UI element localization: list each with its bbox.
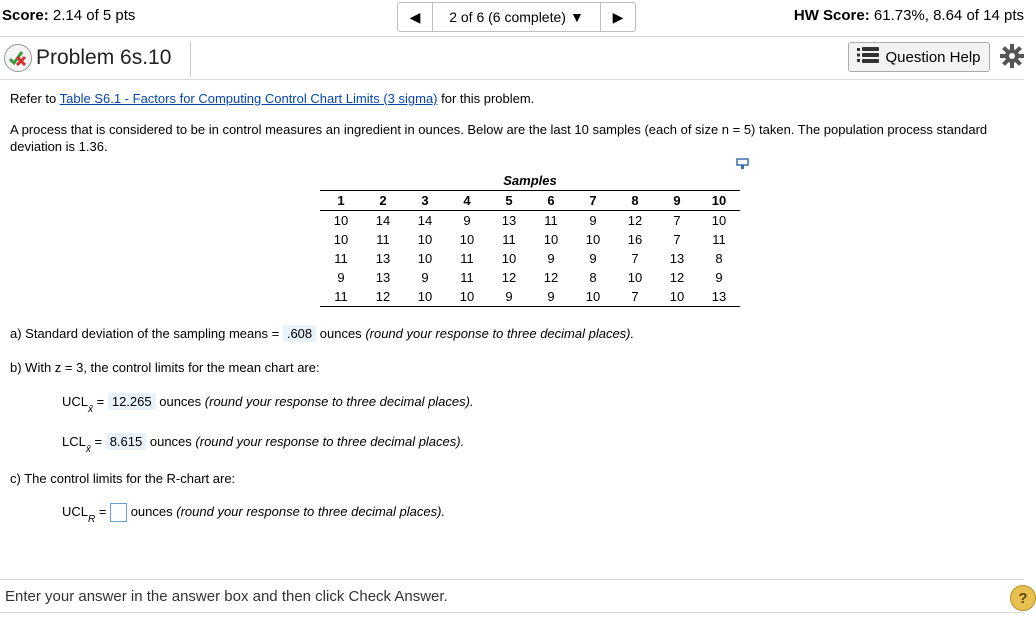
table-cell: 9 [589, 251, 597, 266]
table-cell: 10 [585, 232, 601, 247]
ucl-r-row: $UCL_R$ = ounces (round your response to three decimal places). [62, 503, 446, 525]
samples-table-title: Samples [503, 173, 557, 188]
table-cell: 11 [544, 213, 558, 228]
previous-question-button[interactable] [398, 3, 432, 31]
table-cell: 9 [337, 270, 345, 285]
lcl-xbar-row: $LCL_{x̄} = 8.615$ ounces (round your response to three decimal places). [62, 434, 465, 455]
ucl-r-unit: ounces [130, 503, 173, 519]
table-cell: 12 [669, 270, 685, 285]
table-cell: 12 [362, 287, 404, 307]
samples-table [320, 190, 740, 307]
table-cell: 10 [417, 251, 433, 266]
column-header: 3 [404, 191, 446, 211]
table-cell: 11 [460, 270, 474, 285]
table-row [320, 249, 740, 268]
table-cell: 11 [460, 251, 474, 266]
dropdown-triangle-icon: ▼ [569, 9, 584, 25]
column-header: 10 [698, 191, 740, 211]
table-cell: 8 [715, 251, 723, 266]
table-cell: 7 [673, 213, 681, 228]
left-triangle-icon: ◀ [409, 8, 421, 25]
footer-bar [0, 579, 1028, 613]
ucl-xbar-note: (round your response to three decimal places). [204, 394, 474, 409]
lcl-xbar-value[interactable]: 8.615 [106, 433, 147, 450]
list-icon [857, 47, 879, 67]
ucl-xbar-label: $UCL_{x̄}$ [62, 394, 94, 415]
footer-instruction: Enter your answer in the answer box and then click Check Answer. [5, 588, 448, 605]
problem-bar [0, 37, 1024, 80]
column-header: 5 [488, 191, 530, 211]
table-reference-link[interactable]: Table S6.1 - Factors for Computing Control Chart Limits (3 sigma) [59, 91, 438, 106]
table-cell: 10 [543, 232, 559, 247]
table-cell: 13 [669, 251, 685, 266]
table-cell: 16 [627, 232, 643, 247]
question-c: c) The control limits for the R-chart are: [10, 471, 236, 486]
table-cell: 10 [417, 232, 433, 247]
table-cell: 13 [501, 213, 517, 228]
lcl-xbar-note: (round your response to three decimal places). [195, 434, 465, 449]
column-header: 6 [530, 191, 572, 211]
gear-icon [1000, 55, 1024, 72]
answer-a-note: (round your response to three decimal places). [365, 326, 635, 341]
column-header: 1 [320, 191, 362, 211]
answer-a-unit: ounces [319, 326, 362, 341]
table-cell: 10 [627, 270, 643, 285]
question-a-text: a) Standard deviation of the sampling means = [10, 326, 280, 341]
title-divider [190, 41, 191, 77]
table-cell: 7 [614, 287, 656, 307]
ucl-r-label: $UCL_R$ [62, 503, 96, 525]
question-help-label: Question Help [885, 48, 981, 66]
next-question-button[interactable] [601, 3, 635, 31]
column-header: 9 [656, 191, 698, 211]
score-value: 2.14 of 5 pts [52, 7, 136, 24]
refer-suffix: for this problem. [441, 91, 535, 106]
table-cell: 14 [375, 213, 391, 228]
partial-credit-icon [4, 44, 32, 72]
ucl-xbar-value[interactable]: 12.265 [108, 393, 156, 410]
table-cell: 10 [404, 287, 446, 307]
ucl-xbar-unit: ounces [159, 394, 202, 409]
table-row [320, 268, 740, 287]
ucl-r-note: (round your response to three decimal places). [176, 503, 446, 519]
table-row [320, 287, 740, 307]
column-header: 4 [446, 191, 488, 211]
table-cell: 8 [589, 270, 597, 285]
table-cell: 10 [446, 287, 488, 307]
column-header: 7 [572, 191, 614, 211]
table-cell: 9 [530, 287, 572, 307]
score-label: Score: [2, 7, 49, 24]
reference-line [10, 91, 534, 106]
table-cell: 14 [417, 213, 433, 228]
copy-icon [736, 157, 750, 174]
table-cell: 10 [501, 251, 517, 266]
table-cell: 7 [673, 232, 681, 247]
score-display [2, 7, 135, 24]
table-cell: 13 [375, 270, 391, 285]
hw-score-label: HW Score: [793, 7, 870, 24]
table-cell: 10 [333, 232, 349, 247]
hw-score-value: 61.73%, 8.64 of 14 pts [873, 7, 1024, 24]
table-cell: 10 [459, 232, 475, 247]
question-help-button[interactable] [848, 42, 990, 72]
lcl-xbar-label: $LCL_{x̄}$ [62, 434, 91, 455]
ucl-xbar-row: $UCL_{x̄} = 12.265$ ounces (round your response to three decimal places). [62, 394, 474, 415]
question-mark-icon: ? [1018, 589, 1028, 607]
table-cell: 9 [589, 213, 597, 228]
help-button[interactable] [1010, 585, 1036, 611]
table-cell: 9 [547, 251, 555, 266]
table-cell: 7 [631, 251, 639, 266]
table-cell: 11 [376, 232, 390, 247]
right-triangle-icon: ▶ [612, 8, 624, 25]
settings-gear-button[interactable] [1000, 44, 1024, 73]
table-row [320, 230, 740, 249]
question-selector[interactable] [432, 3, 601, 31]
table-cell: 12 [501, 270, 517, 285]
column-header: 2 [362, 191, 404, 211]
table-header-row [320, 191, 740, 211]
table-cell: 11 [502, 232, 516, 247]
question-b: b) With z = 3, the control limits for the mean chart are: [10, 360, 320, 375]
problem-title: Problem 6s.10 [36, 46, 172, 69]
table-cell: 11 [334, 251, 348, 266]
answer-a-value[interactable]: .608 [283, 325, 316, 342]
table-cell: 9 [421, 270, 429, 285]
table-cell: 10 [333, 213, 349, 228]
top-bar [0, 0, 1024, 37]
question-selector-label: 2 of 6 (6 complete) [449, 9, 566, 25]
table-cell: 10 [711, 213, 727, 228]
lcl-xbar-unit: ounces [149, 434, 192, 449]
table-cell: 13 [375, 251, 391, 266]
refer-prefix: Refer to [10, 91, 57, 106]
ucl-r-input[interactable] [110, 503, 127, 522]
table-cell: 9 [488, 287, 530, 307]
table-cell: 11 [320, 287, 362, 307]
question-navigator [397, 2, 636, 32]
table-cell: 10 [572, 287, 614, 307]
column-header: 8 [614, 191, 656, 211]
table-cell: 12 [627, 213, 643, 228]
question-a [10, 325, 634, 342]
table-cell: 11 [712, 232, 726, 247]
table-cell: 9 [715, 270, 723, 285]
table-cell: 10 [656, 287, 698, 307]
table-cell: 9 [463, 213, 471, 228]
table-row [320, 211, 740, 231]
table-cell: 13 [698, 287, 740, 307]
hw-score-display [794, 7, 1024, 24]
table-cell: 12 [543, 270, 559, 285]
problem-description: A process that is considered to be in control measures an ingredient in ounces. Below are the last 10 samples (each of size n = 5) taken. The population process standard deviation is 1.36. [10, 122, 988, 154]
